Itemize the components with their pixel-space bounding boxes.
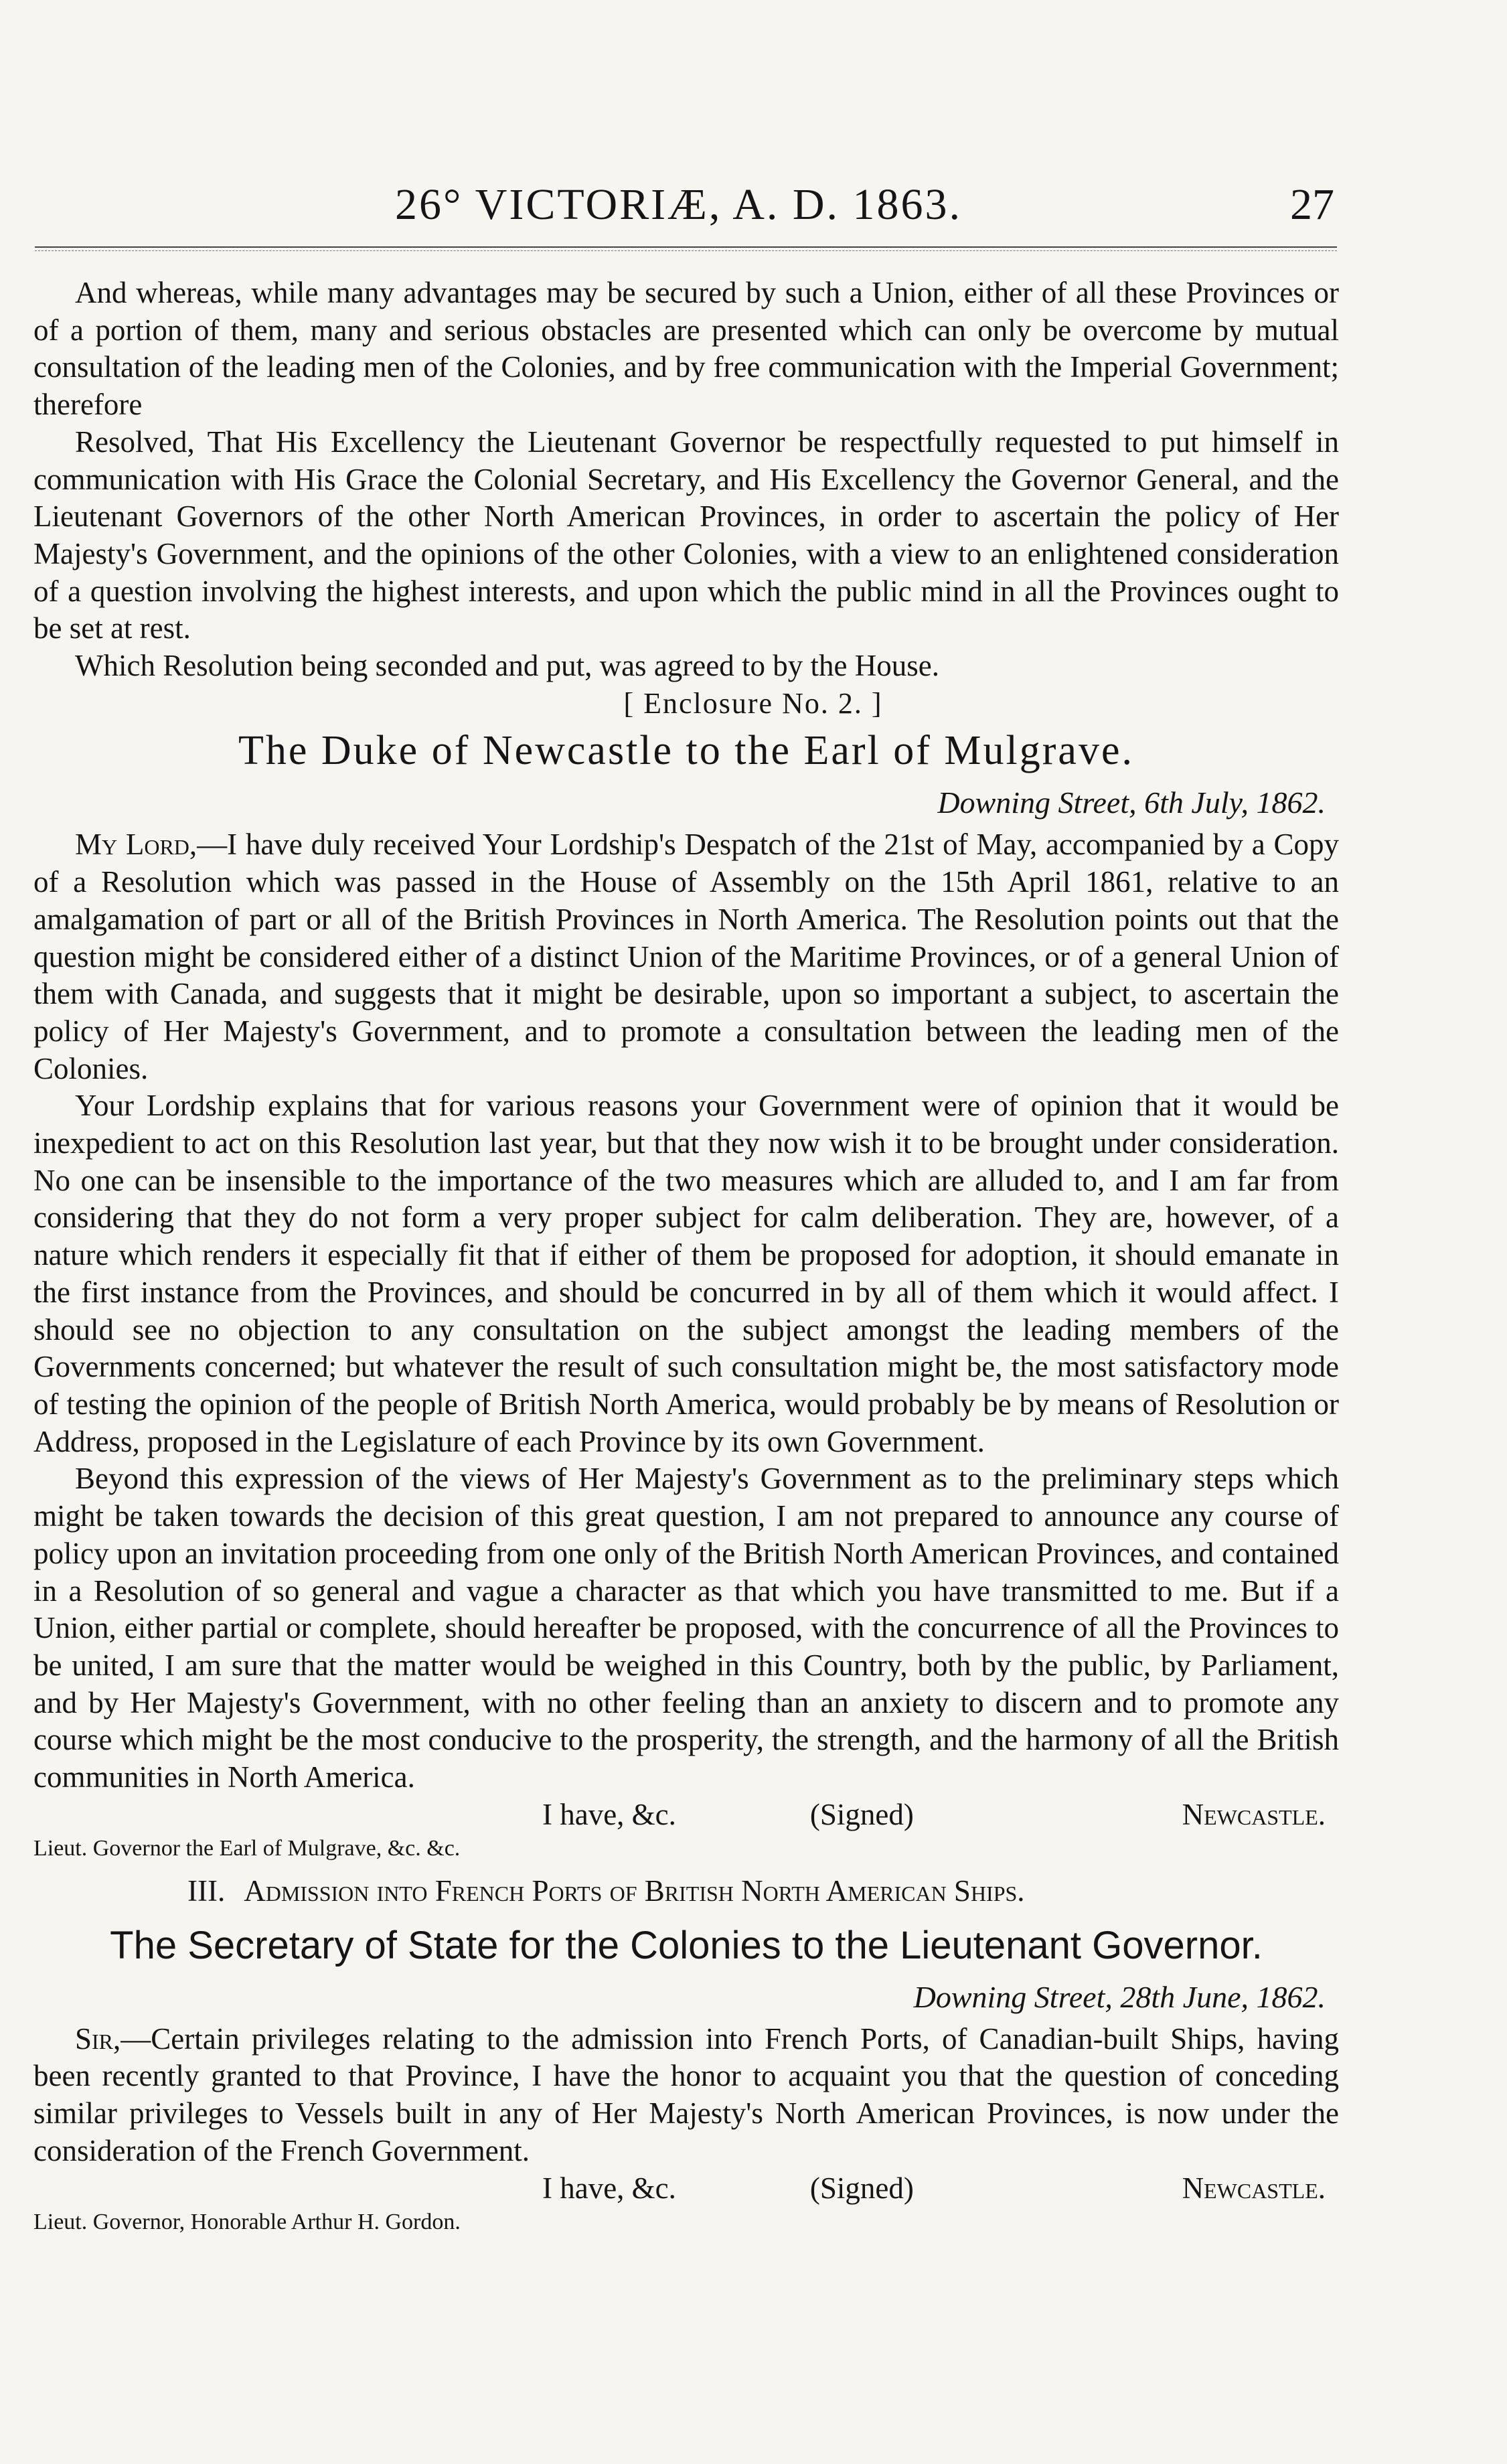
enclosure-dateline: Downing Street, 6th July, 1862. — [937, 785, 1326, 820]
section-heading — [33, 1864, 1339, 1918]
section-closing: I have, &c. — [542, 2171, 676, 2205]
section-number: III. — [187, 1873, 226, 1908]
letter-signatory: Newcastle. — [1182, 1797, 1326, 1831]
letter-salutation: My Lord, — [75, 828, 197, 862]
header-rule — [35, 246, 1337, 251]
letter-closing: I have, &c. — [542, 1797, 676, 1831]
section-title: Admission into French Ports of British North American Ships. — [244, 1873, 1025, 1908]
letter-paragraph-3: Beyond this expression of the views of Her Majesty's Government as to the preliminary steps which might be taken towards the decision of this great question, I am not prepared to announce any course of policy upon an invitation proceeding from one only of the British North American Provinces, and contained in a Resolution of so general and vague a character as that which you have transmitted to me. But if a Union, either partial or complete, should hereafter be proposed, with the concurrence of all the Provinces to be united, I am sure that the matter would be weighed in this Country, both by the public, by Parliament, and by Her Majesty's Government, with no other feeling than an anxiety to discern and to promote any course which might be the most conducive to the prosperity, the strength, and the harmony of all the British communities in North America. — [33, 1462, 1339, 1794]
letter-signature-line — [33, 1796, 1339, 1833]
section-addressee: Lieut. Governor, Honorable Arthur H. Gordon. — [33, 2209, 461, 2234]
page-number: 27 — [1290, 180, 1334, 229]
section-signature-line — [33, 2170, 1339, 2207]
enclosure-heading: The Duke of Newcastle to the Earl of Mulgrave. — [238, 728, 1134, 774]
section-letter-heading: The Secretary of State for the Colonies to the Lieutenant Governor. — [110, 1923, 1263, 1967]
page-body — [33, 275, 1339, 2238]
letter-addressee: Lieut. Governor the Earl of Mulgrave, &c. &c. — [33, 1835, 461, 1861]
section-salutation: Sir, — [75, 2021, 121, 2056]
running-title: 26° VICTORIÆ, A. D. 1863. — [395, 180, 963, 229]
letter-paragraph-1 — [33, 826, 1339, 1087]
resolution-paragraph-1: And whereas, while many advantages may be secured by such a Union, either of all these Provinces or of a portion of them, many and serious obstacles are presented which can only be overcome by mutual consultation of the leading men of the Colonies, and by free communication with the Imperial Government; therefore — [33, 276, 1339, 422]
resolution-paragraph-3: Which Resolution being seconded and put, was agreed to by the House. — [75, 649, 939, 683]
section-signed: (Signed) — [809, 2171, 914, 2205]
letter-paragraph-1-text: —I have duly received Your Lordship's Despatch of the 21st of May, accompanied by a Copy of a Resolution which was passed in the House of Assembly on the 15th April 1861, relative to an amalgamation of part or all of the British Provinces in North America. The Resolution points out that the question might be considered either of a distinct Union of the Maritime Provinces, or of a general Union of them with Canada, and suggests that it might be desirable, upon so important a subject, to ascertain the policy of Her Majesty's Government, and to promote a consultation between the leading men of the Colonies. — [33, 828, 1340, 1085]
section-letter-text: —Certain privileges relating to the admission into French Ports, of Canadian-built Ships, having been recently granted to that Province, I have the honor to acquaint you that the question of conceding similar privileges to Vessels built in any of Her Majesty's North American Provinces, is now under the consideration of the French Government. — [33, 2021, 1339, 2167]
running-head — [0, 179, 1507, 233]
enclosure-label: [ Enclosure No. 2. ] — [623, 686, 883, 720]
section-dateline: Downing Street, 28th June, 1862. — [913, 1979, 1326, 2014]
letter-signed: (Signed) — [809, 1797, 914, 1831]
letter-paragraph-2: Your Lordship explains that for various reasons your Government were of opinion that it would be inexpedient to act on this Resolution last year, but that they now wish it to be brought under consideration. No one can be insensible to the importance of the two measures which are alluded to, and I am far from considering that they do not form a very proper subject for calm deliberation. They are, however, of a nature which renders it especially fit that if either of them be proposed for adoption, it should emanate in the first instance from the Provinces, and should be concurred in by all of them which it would affect. I should see no objection to any consultation on the subject amongst the leading members of the Governments concerned; but whatever the result of such consultation might be, the most satisfactory mode of testing the opinion of the people of British North America, would probably be by means of Resolution or Address, proposed in the Legislature of each Province by its own Government. — [33, 1089, 1339, 1458]
resolution-paragraph-2: Resolved, That His Excellency the Lieutenant Governor be respectfully requested to put himself in communication with His Grace the Colonial Secretary, and His Excellency the Governor General, and the Lieutenant Governors of the other North American Provinces, in order to ascertain the policy of Her Majesty's Government, and the opinions of the other Colonies, with a view to an enlightened consideration of a question involving the highest interests, and upon which the public mind in all the Provinces ought to be set at rest. — [33, 425, 1339, 645]
section-letter-paragraph — [33, 2021, 1339, 2170]
section-signatory: Newcastle. — [1182, 2171, 1326, 2205]
